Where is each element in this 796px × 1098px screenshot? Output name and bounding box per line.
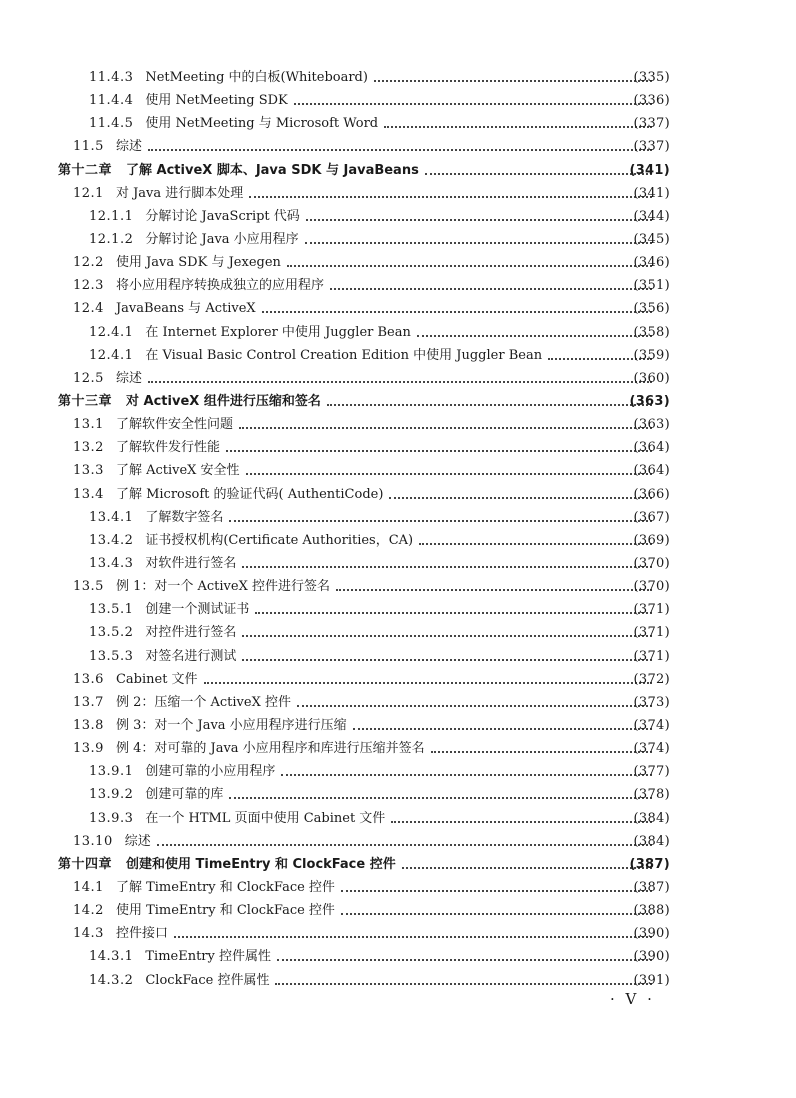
toc-entry xyxy=(0,945,796,968)
entry-number: 12.1.1 xyxy=(89,208,134,224)
entry-page-number: (371) xyxy=(633,602,670,618)
entry-title: 创建一个测试证书 xyxy=(145,602,250,618)
entry-title: 对控件进行签名 xyxy=(145,625,237,641)
entry-title: 分解讨论 Java 小应用程序 xyxy=(145,232,299,248)
entry-number: 12.4.1 xyxy=(89,324,134,340)
entry-page-number: (364) xyxy=(633,440,670,456)
entry-page-number: (369) xyxy=(633,532,670,548)
toc-entry xyxy=(0,575,796,598)
entry-page-number: (337) xyxy=(633,139,670,155)
entry-number: 14.3.2 xyxy=(89,972,134,988)
dot-leader xyxy=(255,599,652,614)
entry-number: 13.5.3 xyxy=(89,648,134,664)
dot-leader xyxy=(148,136,652,151)
toc-entry xyxy=(0,645,796,668)
entry-title: 综述 xyxy=(115,370,142,386)
entry-number: 13.1 xyxy=(73,417,104,433)
dot-leader xyxy=(431,738,652,753)
dot-leader xyxy=(389,484,652,499)
entry-title: 证书授权机构(Certificate Authorities，CA) xyxy=(145,532,414,548)
dot-leader xyxy=(242,622,652,637)
dot-leader xyxy=(417,322,652,337)
entry-number: 13.8 xyxy=(73,718,104,733)
dot-leader xyxy=(341,877,652,892)
entry-title: 创建可靠的小应用程序 xyxy=(145,764,276,780)
dot-leader xyxy=(242,553,652,568)
entry-page-number: (374) xyxy=(633,718,670,733)
entry-title: 创建可靠的库 xyxy=(145,787,224,803)
entry-title: 了解 ActiveX 安全性 xyxy=(115,463,240,479)
entry-number: 11.4.4 xyxy=(89,93,134,109)
entry-number: 13.9 xyxy=(73,741,104,757)
entry-page-number: (335) xyxy=(633,70,670,86)
entry-number: 第十二章 xyxy=(58,162,113,178)
toc-chapter-entry xyxy=(0,853,796,876)
toc-entry xyxy=(0,89,796,112)
entry-page-number: (387) xyxy=(633,879,670,895)
entry-title: 在一个 HTML 页面中使用 Cabinet 文件 xyxy=(145,810,386,826)
toc-entry xyxy=(0,598,796,621)
toc-entry xyxy=(0,783,796,806)
entry-number: 12.5 xyxy=(73,370,104,386)
dot-leader xyxy=(229,784,652,799)
entry-page-number: (356) xyxy=(633,301,670,317)
entry-number: 13.4.2 xyxy=(89,532,134,548)
entry-number: 14.3 xyxy=(73,926,104,942)
entry-title: Cabinet 文件 xyxy=(115,671,198,687)
toc-entry xyxy=(0,714,796,737)
dot-leader xyxy=(305,229,652,244)
entry-title: 例 3：对一个 Java 小应用程序进行压缩 xyxy=(115,718,347,733)
entry-page-number: (384) xyxy=(633,810,670,826)
entry-title: 将小应用程序转换成独立的应用程序 xyxy=(115,278,324,294)
table-of-contents xyxy=(0,66,796,992)
toc-entry xyxy=(0,760,796,783)
dot-leader xyxy=(336,576,652,591)
dot-leader xyxy=(384,113,652,128)
entry-page-number: (363) xyxy=(633,417,670,433)
toc-entry xyxy=(0,297,796,320)
entry-number: 13.5.2 xyxy=(89,625,134,641)
entry-page-number: (391) xyxy=(633,972,670,988)
entry-number: 13.6 xyxy=(73,671,104,687)
dot-leader xyxy=(174,923,652,938)
dot-leader xyxy=(262,298,652,313)
entry-number: 11.4.3 xyxy=(89,70,134,86)
entry-title: 例 4：对可靠的 Java 小应用程序和库进行压缩并签名 xyxy=(115,741,425,757)
entry-page-number: (371) xyxy=(633,648,670,664)
toc-entry xyxy=(0,367,796,390)
entry-page-number: (377) xyxy=(633,764,670,780)
entry-title: 对签名进行测试 xyxy=(145,648,237,664)
dot-leader xyxy=(353,715,652,730)
dot-leader xyxy=(287,252,652,267)
dot-leader xyxy=(294,90,652,105)
toc-entry xyxy=(0,621,796,644)
entry-number: 12.4.1 xyxy=(89,347,134,363)
dot-leader xyxy=(425,160,652,175)
entry-number: 11.4.5 xyxy=(89,116,134,132)
entry-title: 使用 TimeEntry 和 ClockFace 控件 xyxy=(115,903,335,919)
entry-page-number: (388) xyxy=(633,903,670,919)
dot-leader xyxy=(249,183,652,198)
dot-leader xyxy=(242,646,652,661)
entry-number: 12.4 xyxy=(73,301,104,317)
entry-page-number: (371) xyxy=(633,625,670,641)
entry-page-number: (390) xyxy=(633,926,670,942)
toc-entry xyxy=(0,135,796,158)
entry-number: 13.7 xyxy=(73,694,104,710)
dot-leader xyxy=(277,946,652,961)
entry-page-number: (370) xyxy=(633,556,670,572)
entry-title: 了解 ActiveX 脚本、Java SDK 与 JavaBeans xyxy=(126,162,419,178)
entry-number: 14.2 xyxy=(73,903,104,919)
entry-number: 13.9.2 xyxy=(89,787,134,803)
toc-entry xyxy=(0,876,796,899)
dot-leader xyxy=(327,391,652,406)
toc-entry xyxy=(0,483,796,506)
entry-title: 创建和使用 TimeEntry 和 ClockFace 控件 xyxy=(126,856,396,872)
dot-leader xyxy=(419,530,652,545)
dot-leader xyxy=(148,368,652,383)
dot-leader xyxy=(402,854,652,869)
entry-title: 控件接口 xyxy=(115,926,168,942)
toc-entry xyxy=(0,529,796,552)
page-number: · V · xyxy=(610,990,655,1008)
toc-entry xyxy=(0,552,796,575)
dot-leader xyxy=(391,808,652,823)
entry-page-number: (341) xyxy=(629,162,670,178)
toc-entry xyxy=(0,968,796,991)
entry-page-number: (364) xyxy=(633,463,670,479)
toc-entry xyxy=(0,668,796,691)
entry-title: 对软件进行签名 xyxy=(145,556,237,572)
toc-entry xyxy=(0,205,796,228)
toc-entry xyxy=(0,228,796,251)
entry-title: 使用 Java SDK 与 Jexegen xyxy=(115,255,281,271)
entry-title: 在 Internet Explorer 中使用 Juggler Bean xyxy=(145,324,411,340)
entry-title: ClockFace 控件属性 xyxy=(145,972,270,988)
entry-number: 12.1 xyxy=(73,185,104,201)
entry-number: 第十三章 xyxy=(58,394,113,410)
entry-page-number: (359) xyxy=(633,347,670,363)
entry-number: 13.9.3 xyxy=(89,810,134,826)
dot-leader xyxy=(204,669,652,684)
entry-page-number: (367) xyxy=(633,509,670,525)
dot-leader xyxy=(330,275,652,290)
toc-entry xyxy=(0,344,796,367)
toc-entry xyxy=(0,413,796,436)
entry-page-number: (337) xyxy=(633,116,670,132)
entry-number: 12.2 xyxy=(73,255,104,271)
entry-number: 13.3 xyxy=(73,463,104,479)
entry-page-number: (373) xyxy=(633,694,670,710)
dot-leader xyxy=(275,970,652,985)
toc-entry xyxy=(0,737,796,760)
entry-title: 对 Java 进行脚本处理 xyxy=(115,185,244,201)
entry-page-number: (370) xyxy=(633,579,670,595)
entry-title: 在 Visual Basic Control Creation Edition 中使用 Juggler Bean xyxy=(145,347,543,363)
toc-chapter-entry xyxy=(0,159,796,182)
dot-leader xyxy=(297,692,652,707)
toc-chapter-entry xyxy=(0,390,796,413)
entry-number: 12.3 xyxy=(73,278,104,294)
entry-title: TimeEntry 控件属性 xyxy=(145,949,271,965)
dot-leader xyxy=(306,206,652,221)
entry-page-number: (341) xyxy=(633,185,670,201)
entry-title: 分解讨论 JavaScript 代码 xyxy=(145,208,300,224)
entry-page-number: (374) xyxy=(633,741,670,757)
entry-number: 13.4 xyxy=(73,486,104,502)
entry-title: NetMeeting 中的白板(Whiteboard) xyxy=(145,70,368,86)
entry-number: 13.9.1 xyxy=(89,764,134,780)
dot-leader xyxy=(226,437,652,452)
toc-entry xyxy=(0,274,796,297)
entry-page-number: (358) xyxy=(633,324,670,340)
toc-entry xyxy=(0,459,796,482)
toc-entry xyxy=(0,66,796,89)
entry-page-number: (363) xyxy=(629,394,670,410)
entry-title: 了解 TimeEntry 和 ClockFace 控件 xyxy=(115,879,335,895)
entry-title: 了解软件安全性问题 xyxy=(115,417,233,433)
entry-title: 对 ActiveX 组件进行压缩和签名 xyxy=(126,394,321,410)
entry-page-number: (378) xyxy=(633,787,670,803)
entry-number: 第十四章 xyxy=(58,856,113,872)
entry-number: 13.10 xyxy=(73,833,113,849)
entry-number: 13.2 xyxy=(73,440,104,456)
entry-title: 了解 Microsoft 的验证代码( AuthentiCode) xyxy=(115,486,384,502)
entry-number: 13.4.1 xyxy=(89,509,134,525)
dot-leader xyxy=(157,831,652,846)
entry-number: 11.5 xyxy=(73,139,104,155)
entry-title: JavaBeans 与 ActiveX xyxy=(115,301,256,317)
entry-number: 14.3.1 xyxy=(89,949,134,965)
toc-entry xyxy=(0,182,796,205)
entry-number: 14.1 xyxy=(73,879,104,895)
entry-page-number: (336) xyxy=(633,93,670,109)
entry-title: 综述 xyxy=(115,139,142,155)
entry-number: 13.5.1 xyxy=(89,602,134,618)
dot-leader xyxy=(239,414,652,429)
dot-leader xyxy=(281,761,652,776)
toc-entry xyxy=(0,251,796,274)
toc-entry xyxy=(0,830,796,853)
entry-title: 使用 NetMeeting 与 Microsoft Word xyxy=(145,116,379,132)
toc-entry xyxy=(0,436,796,459)
dot-leader xyxy=(341,900,652,915)
entry-number: 12.1.2 xyxy=(89,232,134,248)
toc-entry xyxy=(0,691,796,714)
entry-page-number: (360) xyxy=(633,370,670,386)
entry-page-number: (384) xyxy=(633,833,670,849)
entry-title: 例 1：对一个 ActiveX 控件进行签名 xyxy=(115,579,330,595)
entry-page-number: (366) xyxy=(633,486,670,502)
entry-number: 13.4.3 xyxy=(89,556,134,572)
dot-leader xyxy=(229,507,652,522)
toc-entry xyxy=(0,112,796,135)
entry-number: 13.5 xyxy=(73,579,104,595)
dot-leader xyxy=(374,67,652,82)
entry-title: 例 2：压缩一个 ActiveX 控件 xyxy=(115,694,291,710)
entry-page-number: (345) xyxy=(633,232,670,248)
entry-title: 了解数字签名 xyxy=(145,509,224,525)
toc-entry xyxy=(0,506,796,529)
toc-entry xyxy=(0,807,796,830)
entry-title: 综述 xyxy=(124,833,151,849)
entry-page-number: (372) xyxy=(633,671,670,687)
toc-entry xyxy=(0,899,796,922)
entry-title: 了解软件发行性能 xyxy=(115,440,220,456)
dot-leader xyxy=(246,460,652,475)
entry-page-number: (344) xyxy=(633,208,670,224)
entry-title: 使用 NetMeeting SDK xyxy=(145,93,288,109)
entry-page-number: (351) xyxy=(633,278,670,294)
toc-entry xyxy=(0,321,796,344)
toc-entry xyxy=(0,922,796,945)
entry-page-number: (390) xyxy=(633,949,670,965)
entry-page-number: (346) xyxy=(633,255,670,271)
entry-page-number: (387) xyxy=(629,856,670,872)
